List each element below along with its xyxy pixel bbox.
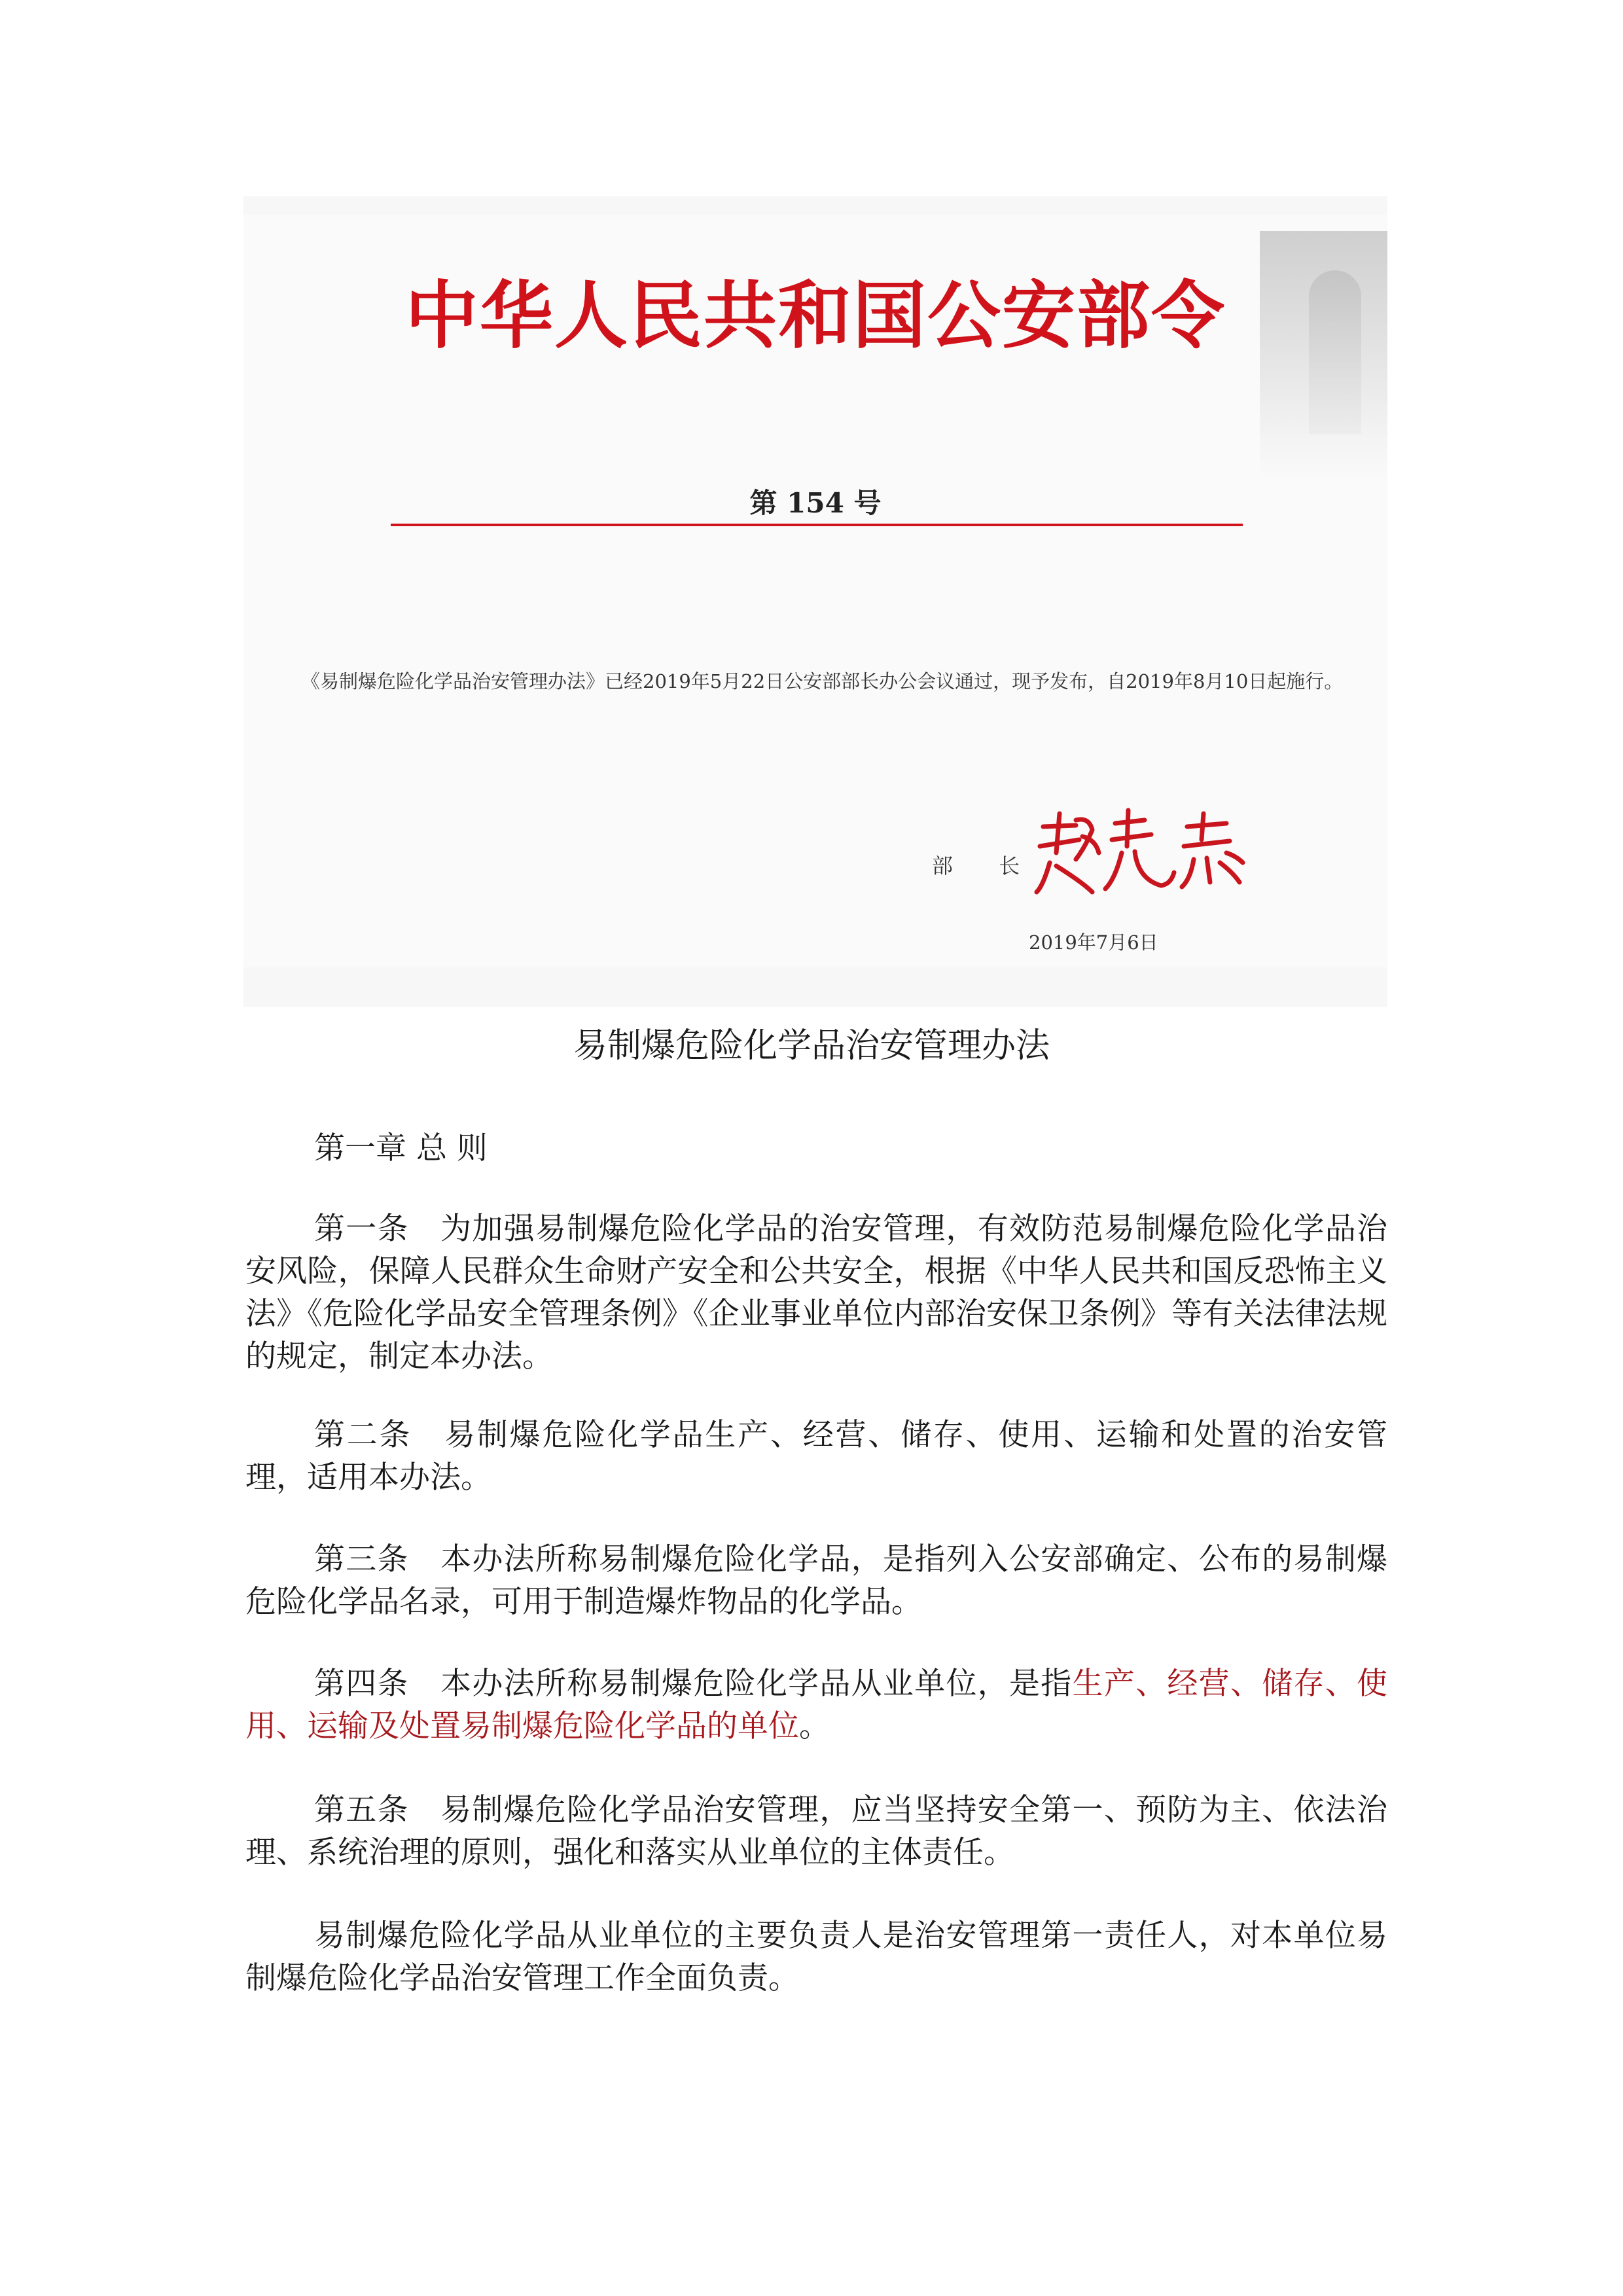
minister-signature <box>1030 800 1253 899</box>
decree-background <box>243 215 1387 967</box>
article-label: 第一条 <box>314 1211 409 1247</box>
decree-date: 2019年7月6日 <box>1029 931 1158 954</box>
article-text-highlight: 生产、经营、储存、使用、运输及处置易制爆危险化学品的单位 <box>245 1666 1388 1744</box>
decree-red-rule <box>391 524 1243 526</box>
article-1 <box>245 1208 1387 1378</box>
article-3 <box>245 1538 1387 1623</box>
article-2 <box>245 1414 1387 1499</box>
article-text: 易制爆危险化学品生产、经营、储存、使用、运输和处置的治安管理，适用本办法。 <box>245 1417 1387 1496</box>
article-text: 本办法所称易制爆危险化学品，是指列入公安部确定、公布的易制爆危险化学品名录，可用于制造爆炸物品的化学品。 <box>245 1541 1388 1620</box>
decree-number: 第 154 号 <box>749 487 882 519</box>
chapter-heading: 第一章 总 则 <box>314 1130 488 1166</box>
decree-header: 中华人民共和国公安部令 <box>405 274 1226 359</box>
article-label: 第四条 <box>314 1666 409 1702</box>
article-text: 易制爆危险化学品治安管理，应当坚持安全第一、预防为主、依法治理、系统治理的原则，强化和落实从业单位的主体责任。 <box>245 1792 1388 1871</box>
article-5-paragraph-2: 易制爆危险化学品从业单位的主要负责人是治安管理第一责任人，对本单位易制爆危险化学品治安管理工作全面负责。 <box>245 1918 1387 1996</box>
article-text: 为加强易制爆危险化学品的治安管理，有效防范易制爆危险化学品治安风险，保障人民群众生命财产安全和公共安全，根据《中华人民共和国反恐怖主义法》《危险化学品安全管理条例》《企业事业单位内部治安保卫条例》等有关法律法规的规定，制定本办法。 <box>245 1211 1388 1374</box>
decree-announcement: 《易制爆危险化学品治安管理办法》已经2019年5月22日公安部部长办公会议通过，现予发布，自2019年8月10日起施行。 <box>301 670 1344 692</box>
article-4 <box>245 1662 1387 1748</box>
article-5 <box>245 1789 1387 1874</box>
article-text-end: 。 <box>799 1708 830 1744</box>
article-label: 第三条 <box>314 1541 409 1577</box>
article-label: 第二条 <box>314 1417 412 1453</box>
document-title: 易制爆危险化学品治安管理办法 <box>573 1026 1050 1066</box>
decree-image <box>243 196 1387 1007</box>
minister-label: 部 长 <box>932 853 1040 878</box>
article-text: 本办法所称易制爆危险化学品从业单位，是指 <box>439 1666 1073 1702</box>
article-label: 第五条 <box>314 1792 409 1828</box>
